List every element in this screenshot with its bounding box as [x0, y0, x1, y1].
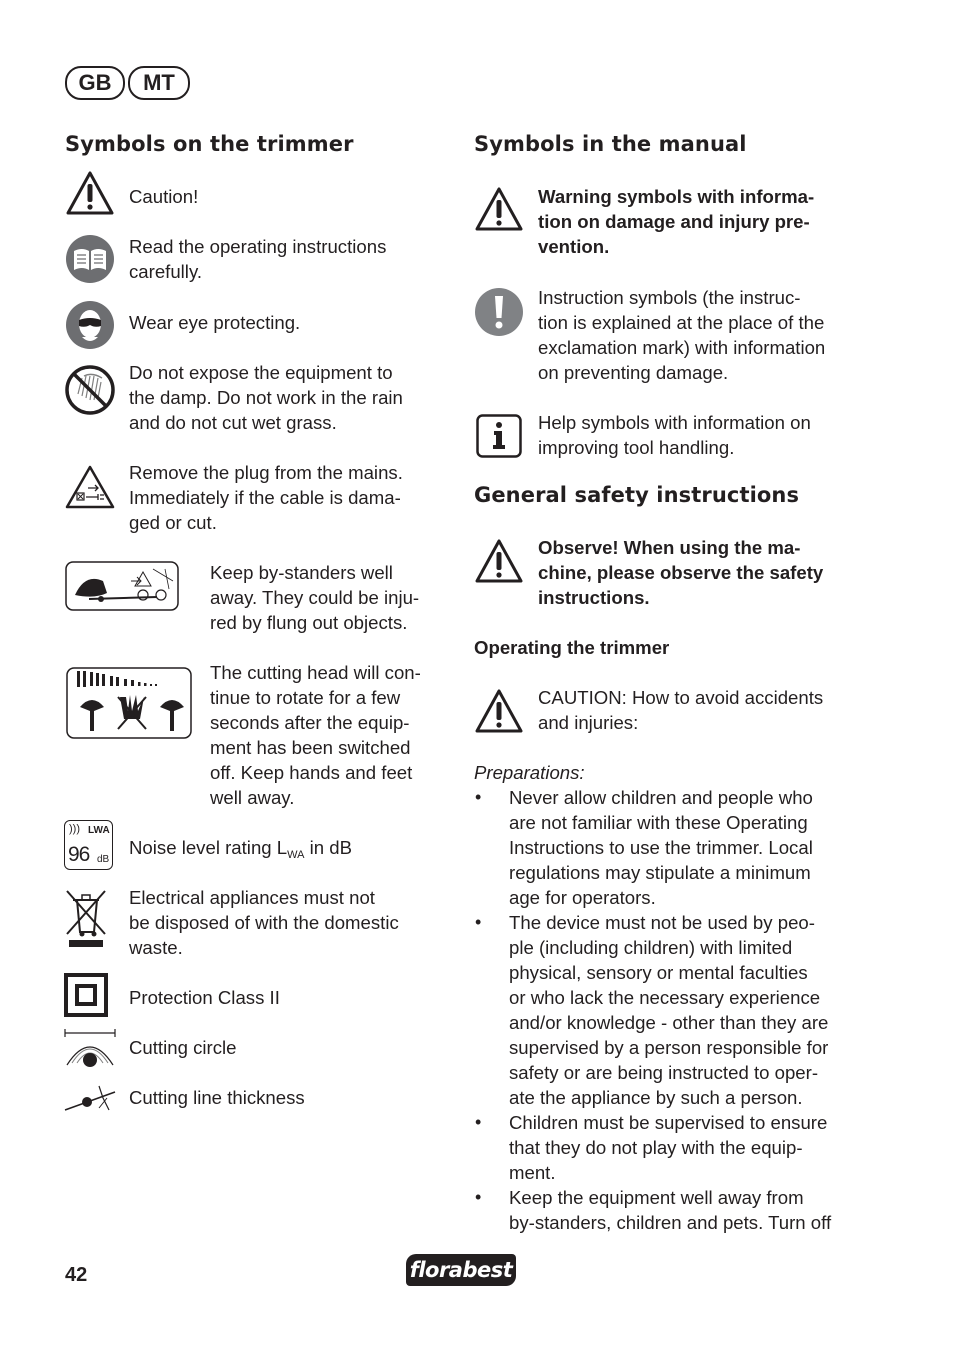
no-rain-text: Do not expose the equipment to the damp. Do not work in the rain and do not cut wet grass. — [129, 362, 403, 433]
weee-text: Electrical appliances must not be disposed of with the domestic waste. — [129, 887, 399, 958]
bystanders-icon — [65, 561, 179, 611]
florabest-logo: florabest — [406, 1254, 516, 1286]
weee-bin-icon — [64, 888, 108, 950]
language-badge-mt: MT — [128, 66, 190, 100]
list-item: Keep the equipment well away from by-standers, children and pets. Turn off — [509, 1187, 832, 1233]
language-badge-gb: GB — [65, 66, 125, 100]
read-manual-icon — [65, 234, 115, 284]
bullet-marker: • — [475, 787, 482, 807]
warning-triangle-icon — [474, 688, 524, 734]
read-manual-text: Read the operating instructions carefully. — [129, 236, 387, 282]
list-item: Children must be supervised to ensure that they do not play with the equip- ment. — [509, 1112, 828, 1183]
help-symbols-text: Help symbols with information on improving tool handling. — [538, 412, 811, 458]
noise-badge-value: 96 — [68, 843, 90, 866]
eye-protection-icon — [65, 300, 115, 350]
bystanders-text: Keep by-standers well away. They could be inju- red by flung out objects. — [210, 562, 420, 633]
no-rain-icon — [64, 364, 116, 416]
info-help-icon — [476, 414, 522, 458]
heading-symbols-manual: Symbols in the manual — [474, 132, 747, 156]
caution-text: Caution! — [129, 186, 199, 207]
operating-trimmer-subheading: Operating the trimmer — [474, 637, 670, 658]
bullet-marker: • — [475, 1187, 482, 1207]
observe-text: Observe! When using the ma- chine, please observe the safety instructions. — [538, 537, 824, 608]
protection-class-icon — [64, 973, 108, 1017]
eye-protection-text: Wear eye protecting. — [129, 312, 301, 333]
cutting-circle-icon — [63, 1027, 117, 1069]
bullet-marker: • — [475, 912, 482, 932]
instruction-symbols-text: Instruction symbols (the instruc- tion is explained at the place of the exclamation mark) with information on preventing damage. — [538, 287, 826, 383]
unplug-warning-icon — [64, 464, 116, 510]
cutting-circle-text: Cutting circle — [129, 1037, 237, 1058]
rotating-head-icon — [66, 667, 192, 739]
noise-badge-unit: dB — [97, 854, 110, 865]
list-item: The device must not be used by peo- ple (including children) with limited physical, sensory or mental faculties or who lack the necessary experience and/or knowledge - other than they are supervised by a person responsible for safety or are being instructed to oper- ate the appliance by such a person. — [509, 912, 829, 1108]
warning-triangle-icon — [65, 170, 115, 216]
warning-symbols-text: Warning symbols with informa- tion on damage and injury pre- vention. — [538, 186, 815, 257]
noise-badge-label: LWA — [88, 825, 110, 836]
bullet-marker: • — [475, 1112, 482, 1132]
line-thickness-text: Cutting line thickness — [129, 1087, 305, 1108]
page-number: 42 — [65, 1264, 88, 1286]
noise-level-text: Noise level rating $L_{WA}$ in dB — [129, 837, 352, 861]
heading-symbols-trimmer: Symbols on the trimmer — [65, 132, 354, 156]
caution-accidents-text: CAUTION: How to avoid accidents and injuries: — [538, 687, 824, 733]
protection-class-text: Protection Class II — [129, 987, 280, 1008]
list-item: Never allow children and people who are not familiar with these Operating Instructions to use the trimmer. Local regulations may stipulate a minimum age for operators. — [509, 787, 813, 908]
unplug-text: Remove the plug from the mains. Immediately if the cable is dama- ged or cut. — [129, 462, 403, 533]
heading-general-safety: General safety instructions — [474, 483, 800, 507]
exclamation-instruction-icon — [474, 287, 524, 337]
line-thickness-icon — [63, 1084, 117, 1114]
warning-triangle-icon — [474, 538, 524, 584]
noise-level-icon: ))) LWA 96 dB — [64, 820, 113, 870]
warning-triangle-icon — [474, 186, 524, 232]
rotating-head-text: The cutting head will con- tinue to rotate for a few seconds after the equip- ment has been switched off. Keep hands and feet well away. — [210, 662, 421, 808]
preparations-label: Preparations: — [474, 762, 585, 783]
